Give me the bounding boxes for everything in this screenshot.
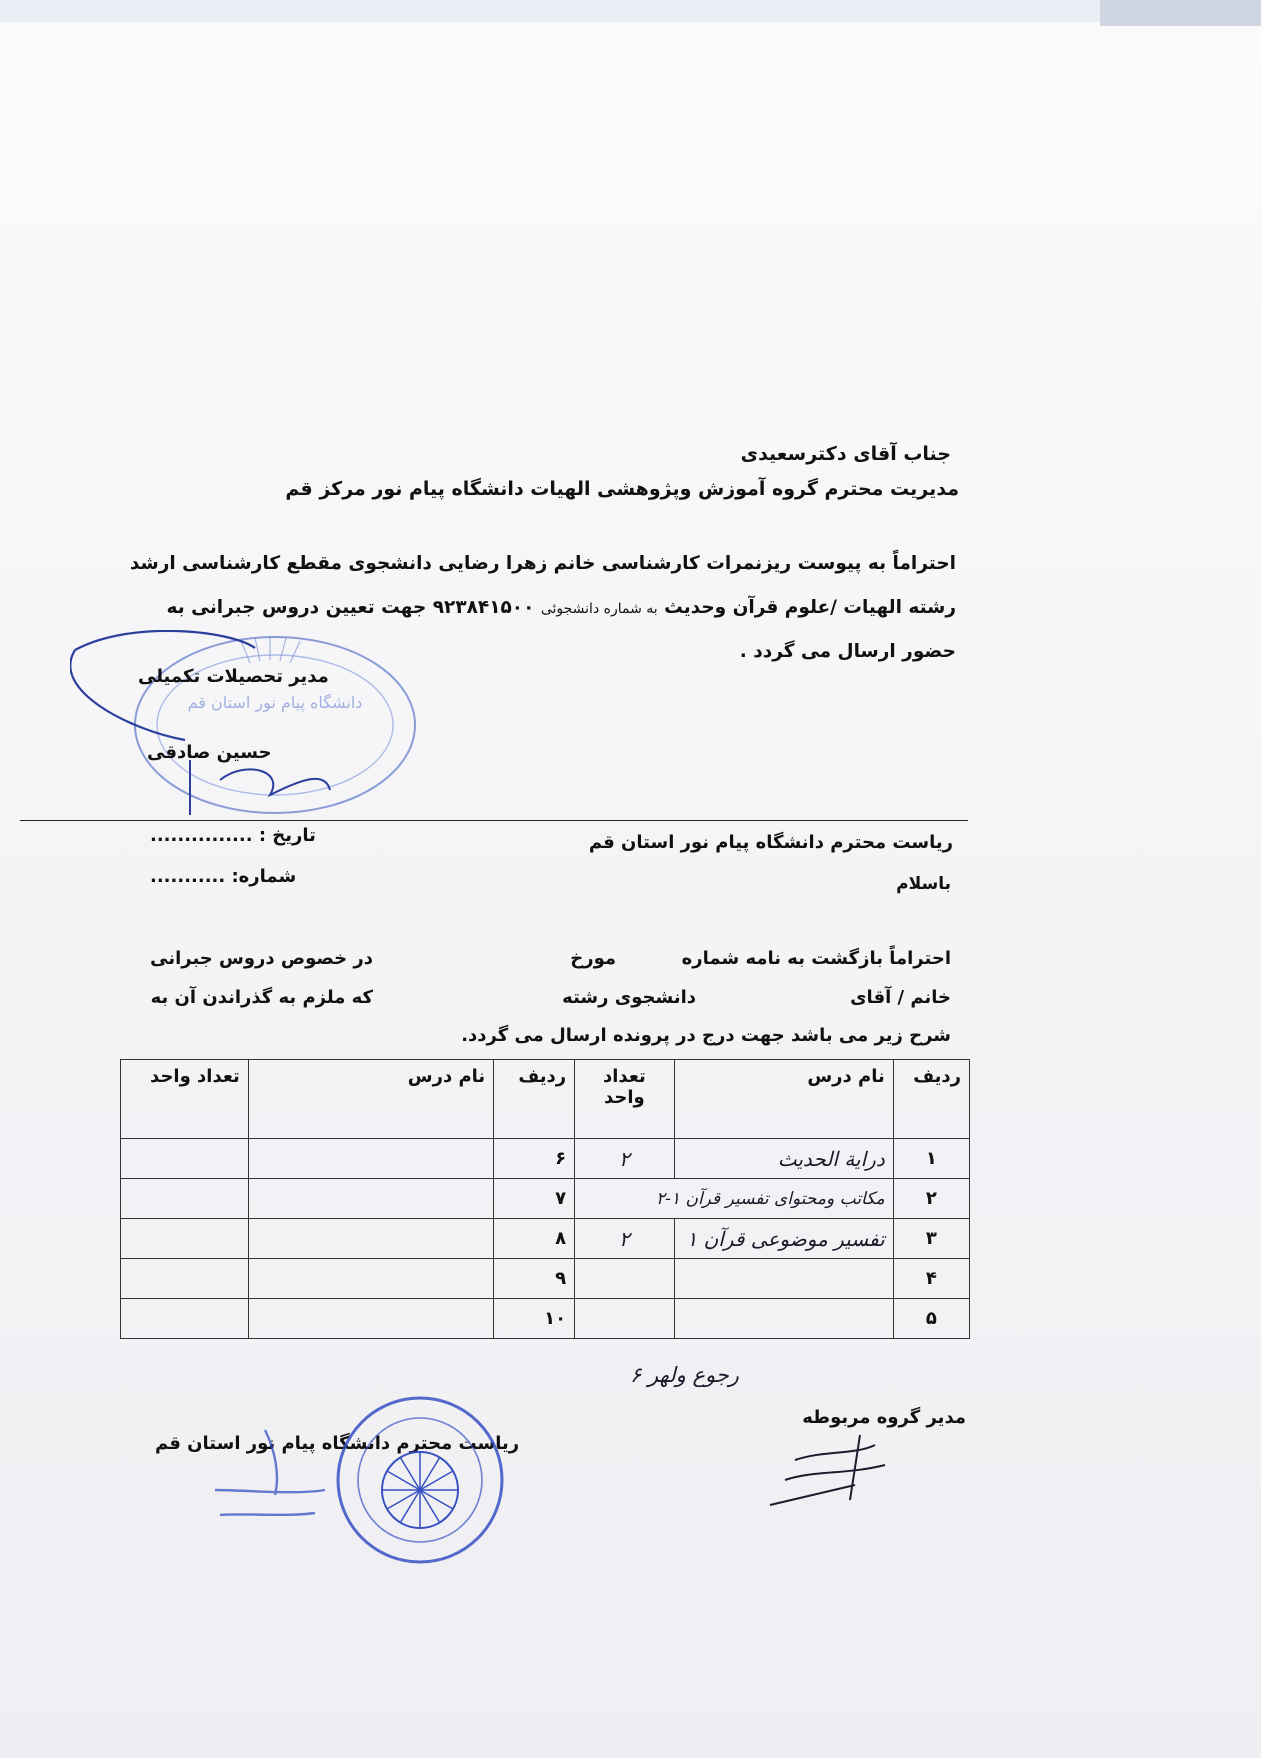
letter2-line1-part3: در خصوص دروس جبرانی (150, 948, 373, 969)
cell-row-number: ۱ (893, 1139, 969, 1179)
cell-units: ۲ (575, 1219, 674, 1259)
table-row (121, 1139, 970, 1179)
letter2-line2-part1: خانم / آقای (850, 987, 951, 1008)
cell-units: ۲ (575, 1139, 674, 1179)
cell-units-2 (121, 1139, 249, 1179)
cell-course-name: تفسیر موضوعی قرآن ۱ (674, 1219, 893, 1259)
letter1-paragraph-line-2 (167, 597, 956, 618)
section-divider (20, 820, 968, 821)
cell-row-number-2: ۷ (494, 1179, 575, 1219)
header-units-line2: واحد (604, 1087, 645, 1108)
cell-row-number-2: ۱۰ (494, 1299, 575, 1339)
header-units-2: تعداد واحد (121, 1060, 249, 1139)
handwritten-note: رجوع ولهر ۶ (630, 1363, 739, 1387)
letter2-line1-part1: احتراماً بازگشت به نامه شماره (681, 948, 951, 969)
letter1-paragraph-line-3: حضور ارسال می گردد . (739, 641, 956, 662)
cell-units-2 (121, 1219, 249, 1259)
president-addressee-bottom: ریاست محترم دانشگاه پیام نور استان قم (155, 1433, 520, 1454)
number-field: شماره: ........... (150, 866, 297, 887)
cell-course-name-2 (248, 1179, 493, 1219)
letter2-line3: شرح زیر می باشد جهت درج در پرونده ارسال می گردد. (461, 1025, 951, 1046)
para2-start: رشته الهیات /علوم قرآن وحدیث (664, 597, 956, 618)
university-stamp-top (70, 630, 420, 820)
signer-name: حسین صادقی (147, 742, 272, 763)
cell-row-number-2: ۹ (494, 1259, 575, 1299)
cell-row-number: ۴ (893, 1259, 969, 1299)
university-stamp-bottom (205, 1395, 515, 1570)
cell-course-name: درایة الحدیث (674, 1139, 893, 1179)
cell-course-name (674, 1259, 893, 1299)
table-header-row (121, 1060, 970, 1139)
table-row (121, 1259, 970, 1299)
cell-course-name-2 (248, 1219, 493, 1259)
cell-row-number: ۳ (893, 1219, 969, 1259)
letter2-line2-part3: که ملزم به گذراندن آن به (150, 987, 373, 1008)
cell-units-2 (121, 1259, 249, 1299)
cell-row-number: ۵ (893, 1299, 969, 1339)
scan-edge (0, 0, 1261, 22)
cell-course-name (674, 1299, 893, 1339)
cell-units-2 (121, 1299, 249, 1339)
header-units-line1: تعداد (603, 1066, 646, 1087)
compensatory-courses-table (120, 1059, 970, 1339)
cell-row-number-2: ۶ (494, 1139, 575, 1179)
group-manager-signature (765, 1430, 915, 1510)
letter2-line1-part2: مورخ (570, 948, 616, 969)
letter2-greeting: باسلام (896, 874, 951, 894)
cell-course-name: مکاتب ومحتوای تفسیر قرآن ۱-۲ (575, 1179, 894, 1219)
header-row-number-2: ردیف (494, 1060, 575, 1139)
signer-title: مدیر تحصیلات تکمیلی (138, 666, 329, 687)
letter1-recipient-title: مدیریت محترم گروه آموزش وپژوهشی الهیات دانشگاه پیام نور مرکز قم (285, 478, 959, 500)
table-row (121, 1299, 970, 1339)
header-course-name: نام درس (674, 1060, 893, 1139)
header-row-number: ردیف (893, 1060, 969, 1139)
letter1-paragraph-line-1: احتراماً به پیوست ریزنمرات کارشناسی خانم زهرا رضایی دانشجوی مقطع کارشناسی ارشد (129, 553, 956, 574)
cell-row-number: ۲ (893, 1179, 969, 1219)
cell-units (575, 1259, 674, 1299)
header-units (575, 1060, 674, 1139)
table-row (121, 1179, 970, 1219)
letter2-line2-part2: دانشجوی رشته (562, 987, 696, 1008)
letter2-addressee: ریاست محترم دانشگاه پیام نور استان قم (588, 832, 953, 853)
cell-course-name-2 (248, 1259, 493, 1299)
para2-small: به شماره دانشجوئی (540, 601, 658, 617)
cell-course-name-2 (248, 1299, 493, 1339)
para2-end: ۹۲۳۸۴۱۵۰۰ جهت تعیین دروس جبرانی به (166, 597, 535, 618)
cell-row-number-2: ۸ (494, 1219, 575, 1259)
cell-units-2 (121, 1179, 249, 1219)
table-row (121, 1219, 970, 1259)
date-field: تاریخ : ............... (150, 825, 316, 846)
cell-course-name-2 (248, 1139, 493, 1179)
stamp-top-text: دانشگاه پیام نور استان قم (187, 693, 363, 712)
letter1-recipient-name: جناب آقای دکترسعیدی (740, 443, 951, 465)
header-course-name-2: نام درس (248, 1060, 493, 1139)
group-manager-label: مدیر گروه مربوطه (802, 1407, 966, 1428)
cell-units (575, 1299, 674, 1339)
